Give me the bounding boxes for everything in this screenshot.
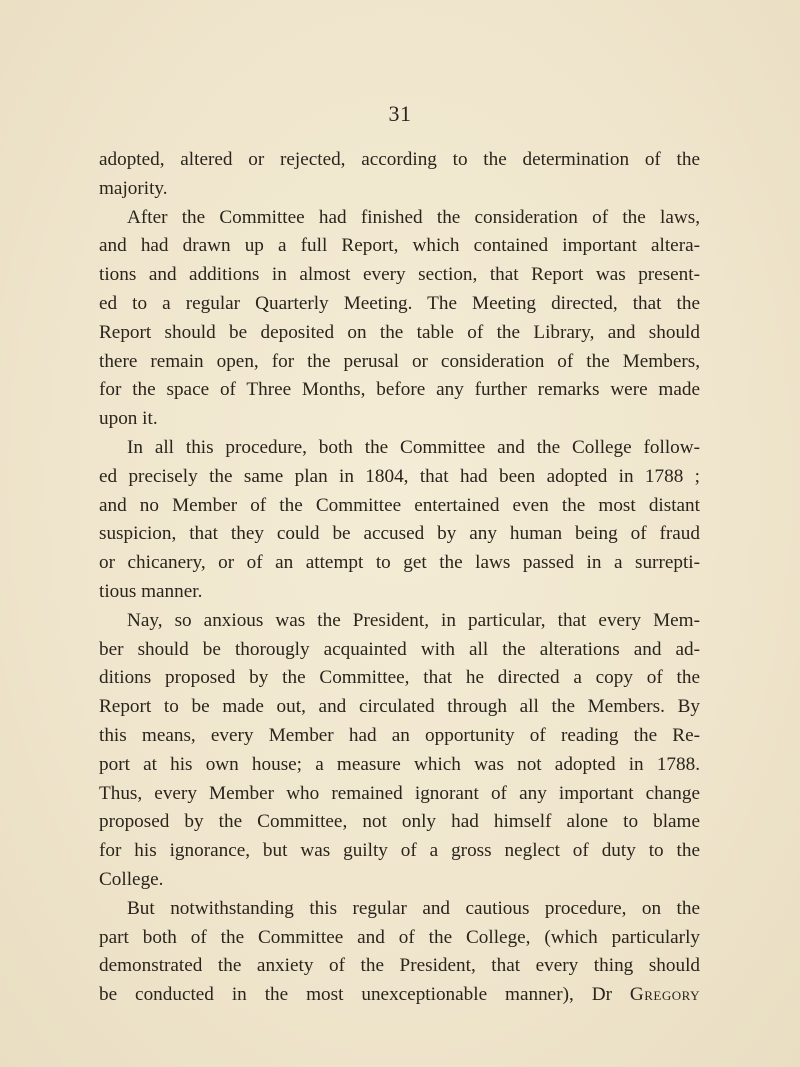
text-line	[99, 520, 700, 549]
text-line	[99, 549, 700, 578]
text-line	[99, 866, 700, 895]
text-line-content: and no Member of the Committee entertained even the most distant	[99, 494, 700, 516]
text-line-content: proposed by the Committee, not only had himself alone to blame	[99, 811, 700, 833]
text-line-content: suspicion, that they could be accused by any human being of fraud	[99, 523, 700, 545]
text-line-content: part both of the Committee and of the College, (which particularly	[99, 926, 700, 948]
body-text	[99, 146, 700, 1010]
text-line	[99, 405, 700, 434]
text-line-content: for his ignorance, but was guilty of a gross neglect of duty to the	[99, 840, 700, 862]
text-line	[99, 434, 700, 463]
text-line	[99, 463, 700, 492]
text-line-content: adopted, altered or rejected, according to the determination of the	[99, 149, 700, 170]
text-line-content: Report to be made out, and circulated through all the Members. By	[99, 696, 700, 718]
text-line	[99, 952, 700, 981]
text-line-content: upon it.	[99, 408, 158, 430]
text-line-content: majority.	[99, 177, 168, 199]
text-line-content: or chicanery, or of an attempt to get the laws passed in a surrepti-	[99, 552, 700, 574]
text-line-content: tious manner.	[99, 580, 203, 602]
text-line-content: Report should be deposited on the table of the Library, and should	[99, 321, 700, 343]
text-line	[99, 751, 700, 780]
text-line-content: ber should be thorougly acquainted with all the alterations and ad-	[99, 638, 700, 660]
text-line-content: port at his own house; a measure which was not adopted in 1788.	[99, 753, 700, 775]
text-line-content: there remain open, for the perusal or consideration of the Members,	[99, 350, 700, 372]
text-line-content: College.	[99, 868, 164, 890]
text-line-content: ed precisely the same plan in 1804, that had been adopted in 1788 ;	[99, 465, 700, 487]
text-line	[99, 693, 700, 722]
text-line	[99, 664, 700, 693]
text-line-content: Thus, every Member who remained ignorant of any important change	[99, 782, 700, 804]
text-line-content: tions and additions in almost every section, that Report was present-	[99, 264, 700, 286]
text-line	[99, 376, 700, 405]
text-line	[99, 175, 700, 204]
text-line-content: But notwithstanding this regular and cautious procedure, on the	[127, 897, 700, 919]
text-line	[99, 780, 700, 809]
text-line	[99, 578, 700, 607]
text-line-content: be conducted in the most unexceptionable manner), Dr	[99, 984, 630, 1006]
text-line	[99, 290, 700, 319]
text-line-content: demonstrated the anxiety of the President, that every thing should	[99, 955, 700, 977]
text-line	[99, 232, 700, 261]
text-line	[99, 722, 700, 751]
text-line	[99, 607, 700, 636]
text-line	[99, 895, 700, 924]
text-line-content: ditions proposed by the Committee, that he directed a copy of the	[99, 667, 700, 689]
text-line-content: for the space of Three Months, before any further remarks were made	[99, 379, 700, 401]
text-line-content: ed to a regular Quarterly Meeting. The Meeting directed, that the	[99, 292, 700, 314]
text-line	[99, 981, 700, 1010]
text-line-content: this means, every Member had an opportunity of reading the Re-	[99, 724, 700, 746]
text-line	[99, 348, 700, 377]
text-line-content: In all this procedure, both the Committee and the College follow-	[127, 436, 700, 458]
text-line	[99, 837, 700, 866]
text-line	[99, 146, 700, 175]
text-line	[99, 319, 700, 348]
text-line-content: Nay, so anxious was the President, in particular, that every Mem-	[127, 609, 700, 631]
text-line	[99, 204, 700, 233]
text-line-content: and had drawn up a full Report, which contained important altera-	[99, 235, 700, 257]
name-small-caps: Gregory	[629, 984, 700, 1006]
page-number: 31	[388, 101, 412, 126]
text-line-content: After the Committee had finished the consideration of the laws,	[127, 206, 700, 228]
text-line	[99, 924, 700, 953]
text-line	[99, 492, 700, 521]
text-line	[99, 808, 700, 837]
text-line	[99, 636, 700, 665]
text-line	[99, 261, 700, 290]
